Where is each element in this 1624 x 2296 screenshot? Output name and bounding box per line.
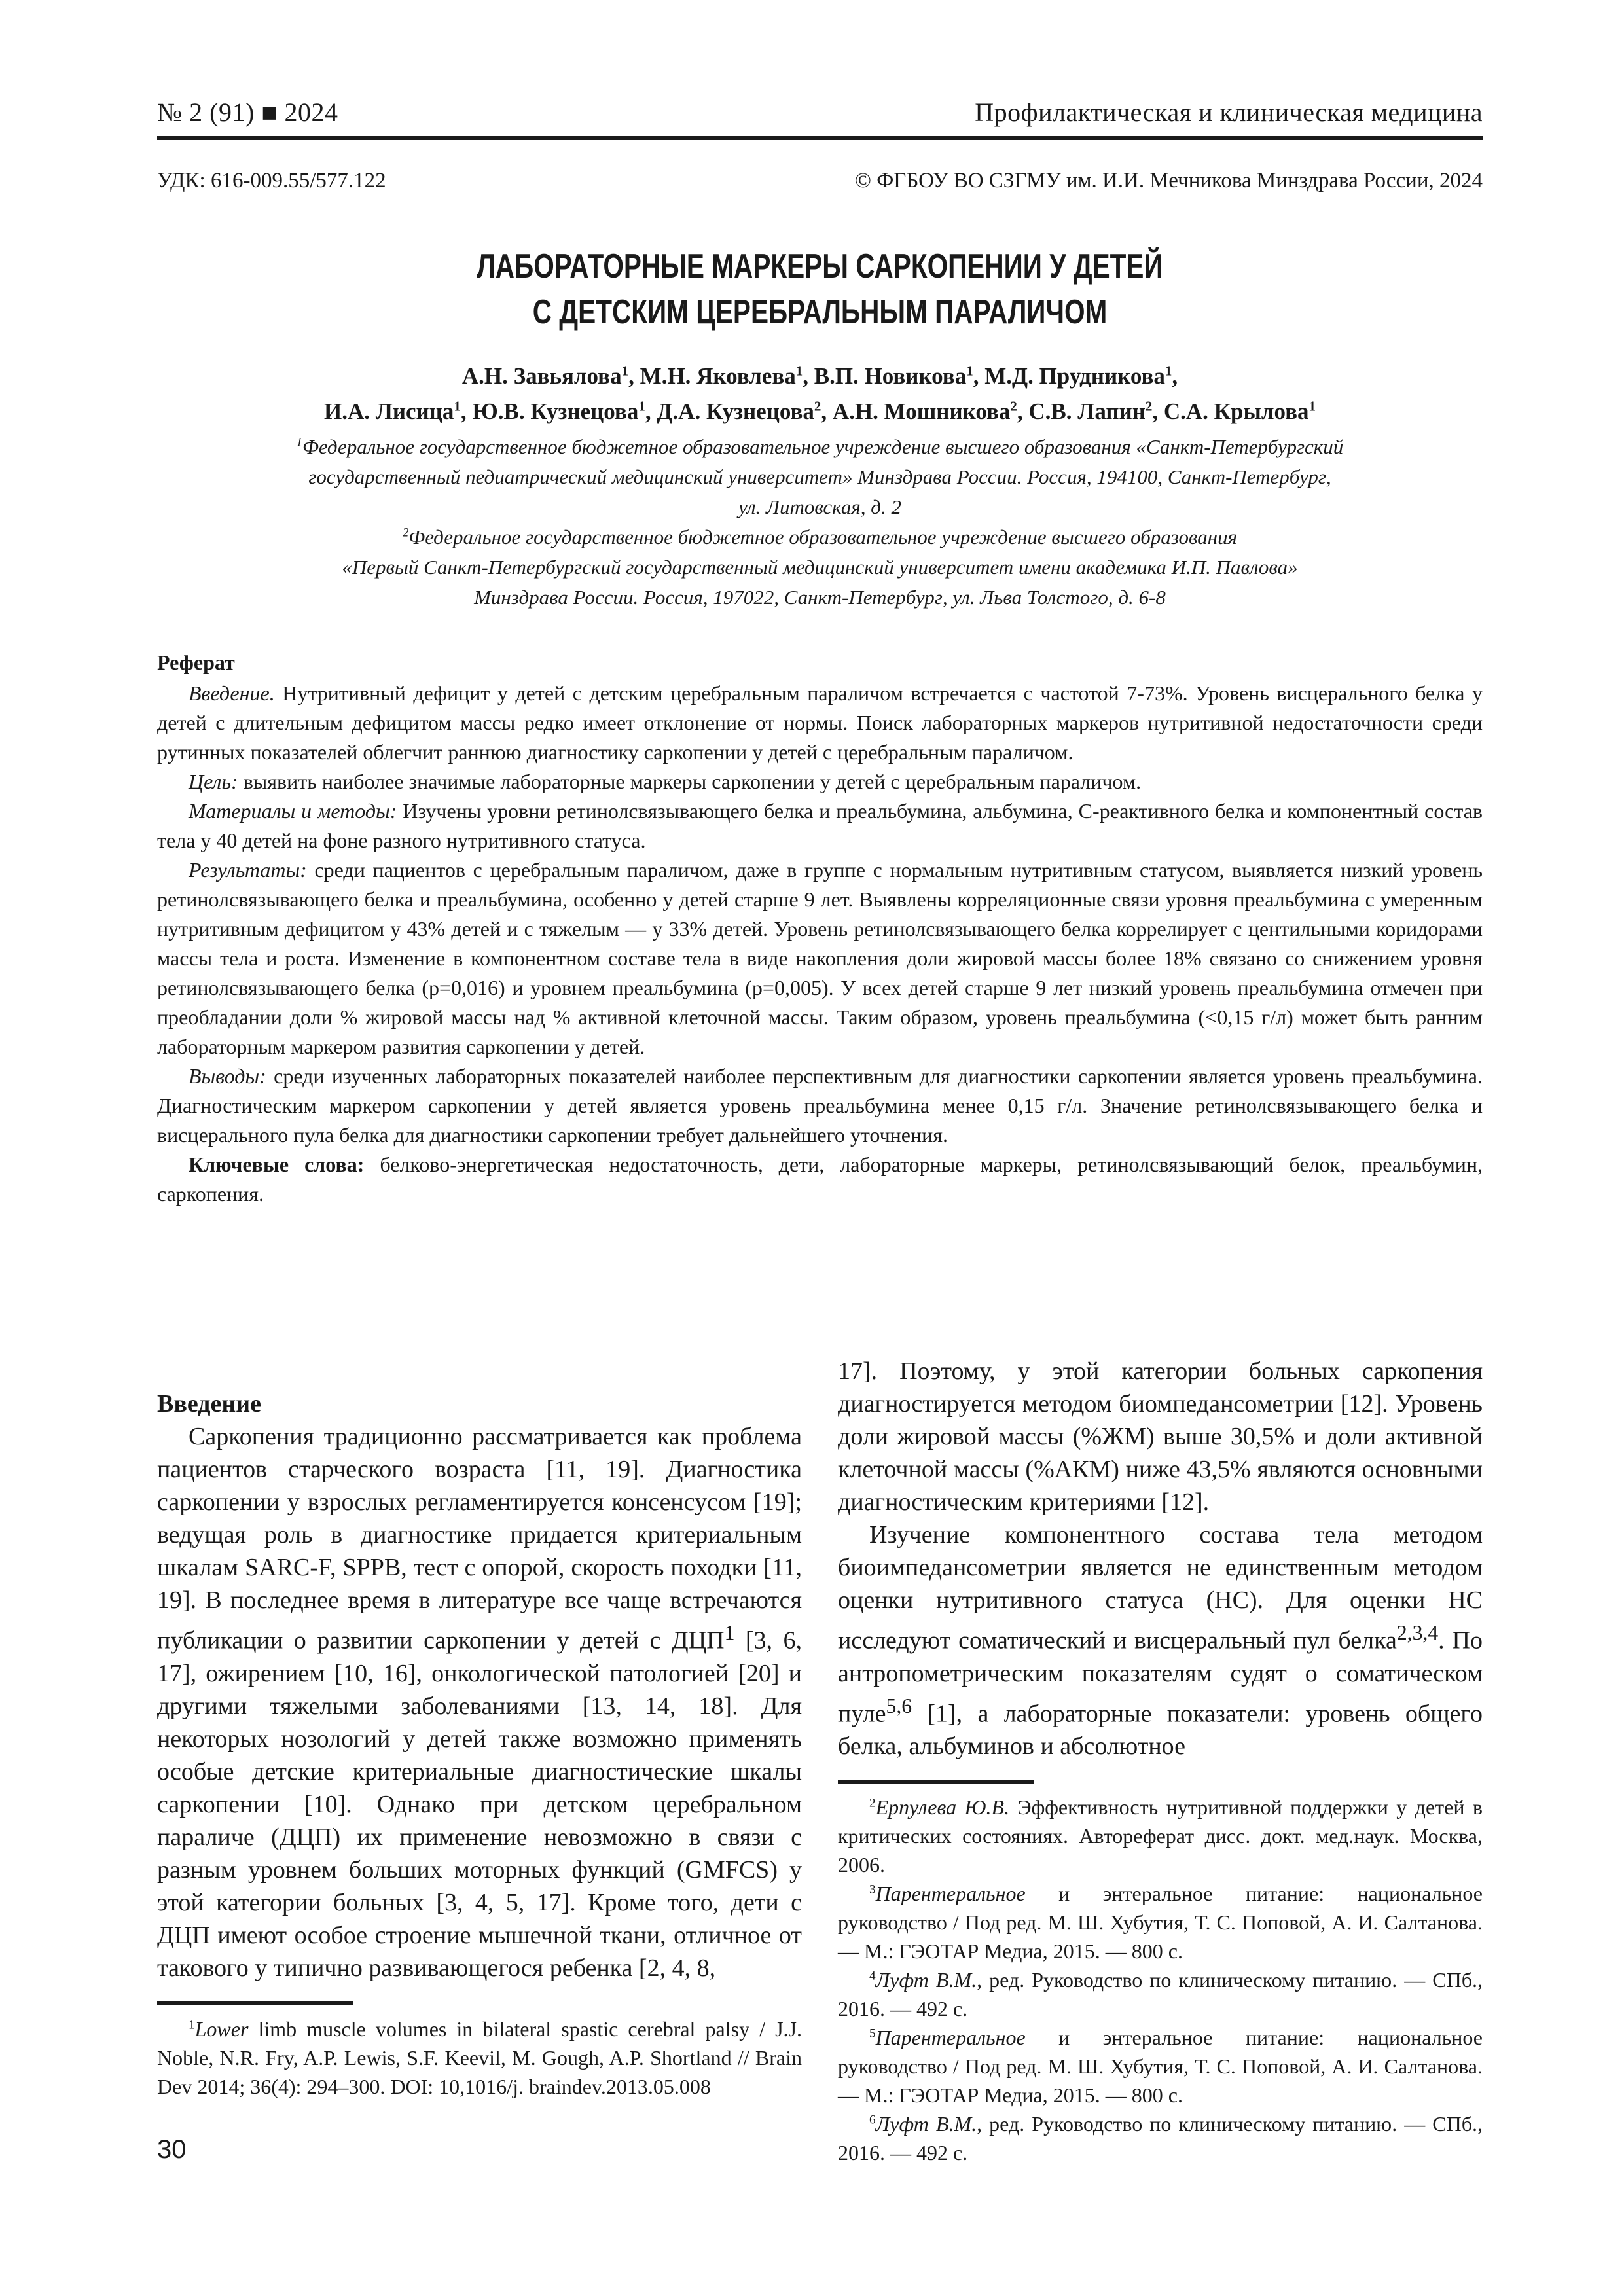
abstract-results: Результаты: среди пациентов с церебральным параличом, даже в группе с нормальным нутритивным статусом, выявляется низкий уровень ретинолсвязывающего белка и преальбумина, особенно у детей старше 9 лет. Выявлены корреляционные связи уровня преальбумина с умеренным нутритивным дефицитом у 43% детей и с тяжелым — у 33% детей. Уровень ретинолсвязывающего белка коррелирует с центильными коридорами массы тела и роста. Изменение в компонентном составе тела в виде накопления доли жировой массы более 18% связано со снижением уровня ретинолсвязывающего белка (p=0,016) и уровнем преальбумина (p=0,005). У всех детей старше 9 лет низкий уровень преальбумина отмечен при преобладании доли % жировой массы над % активной клеточной массы. Таким образом, уровень преальбумина (<0,15 г/л) может быть ранним лабораторным маркером развития саркопении у детей. — [157, 858, 1483, 1058]
body-paragraph: Изучение компонентного состава тела методом биоимпедансометрии является не единственным методом оценки нутритивного статуса (НС). Для оценки НС исследуют соматический и висцеральный пул белка$^{2,3,4}$. По антропометрическим показателям судят о соматическом пуле$^{5,6}$ [1], а лабораторные показатели: уровень общего белка, альбуминов и абсолютное — [838, 1521, 1483, 1761]
footnote-1: $^1$Lower limb muscle volumes in bilateral spastic cerebral palsy / J.J. Noble, N.R. Fry, A.P. Lewis, S.F. Keevil, M. Gough, A.P. Shortland // Brain Dev 2014; 36(4): 294–300. DOI: 10,1016/j. braindev.2013.05.008 — [157, 2017, 802, 2098]
copyright: © ФГБОУ ВО СЗГМУ им. И.И. Мечникова Минздрава России, 2024 — [854, 169, 1483, 192]
journal-name: Профилактическая и клиническая медицина — [975, 98, 1483, 127]
author: И.А. Лисица$^1$ — [323, 398, 461, 424]
body-paragraph: Саркопения традиционно рассматривается как проблема пациентов старческого возраста [11, 19]. Диагностика саркопении у взрослых регламентируется консенсусом [19]; ведущая роль в диагностике придается критериальным шкалам SARC-F, SPPB, тест с опорой, скорость походки [11, 19]. В последнее время в литературе все чаще встречаются публикации о развитии саркопении у детей с ДЦП$^1$ [3, 6, 17], ожирением [10, 16], онкологической патологией [20] и другими тяжелыми заболеваниями [13, 14, 18]. Для некоторых нозологий у детей также возможно применять особые детские критериальные диагностические шкалы саркопении [10]. Однако при детском церебральном параличе (ДЦП) их применение невозможно в связи с разным уровнем больших моторных функций (GMFCS) у этой категории больных [3, 4, 5, 17]. Кроме того, дети с ДЦП имеют особое строение мышечной ткани, отличное от такового у типично развивающегося ребенка [2, 4, 8, — [157, 1423, 803, 1982]
footnote-3: $^3$Парентеральное и энтеральное питание: национальное руководство / Под ред. М. Ш. Хубутия, Т. С. Поповой, А. И. Салтанова. — М.: ГЭОТАР Медиа, 2015. — 800 с. — [838, 1882, 1483, 1964]
affiliation-1: $^1$Федеральное государственное бюджетное образовательное учреждение высшего образования «Санкт-Петербургский государственный педиатрический медицинский университет» Минздрава России. Россия, 194100, Санкт-Петербург, ул. Литовская, д. 2 — [296, 435, 1344, 518]
udk-code: УДК: 616-009.55/577.122 — [157, 169, 386, 192]
footnote-5: $^5$Парентеральное и энтеральное питание: национальное руководство / Под ред. М. Ш. Хубутия, Т. С. Поповой, А. И. Салтанова. — М.: ГЭОТАР Медиа, 2015. — 800 с. — [838, 2026, 1483, 2108]
title-line-1: ЛАБОРАТОРНЫЕ МАРКЕРЫ САРКОПЕНИИ У ДЕТЕЙ — [477, 247, 1163, 285]
running-head — [157, 97, 1483, 128]
author: С.В. Лапин$^2$ — [1028, 398, 1153, 424]
author: М.Н. Яковлева$^1$ — [640, 363, 803, 389]
author: А.Н. Завьялова$^1$ — [461, 363, 629, 389]
header-rule — [157, 136, 1483, 140]
authors-line-2: И.А. Лисица$^1$, Ю.В. Кузнецова$^1$, Д.А. Кузнецова$^2$, А.Н. Мошникова$^2$, С.В. Лапин$^2$, С.А. Крылова$^1$ — [323, 398, 1316, 424]
affiliations — [157, 432, 1483, 613]
author-list — [157, 359, 1483, 429]
issue-info: № 2 (91) ■ 2024 — [157, 98, 338, 127]
author: Д.А. Кузнецова$^2$ — [657, 398, 821, 424]
abstract-aim: Цель: выявить наиболее значимые лабораторные маркеры саркопении у детей с церебральным параличом. — [189, 770, 1142, 793]
authors-line-1: А.Н. Завьялова$^1$, М.Н. Яковлева$^1$, В.П. Новикова$^1$, М.Д. Прудникова$^1$, — [461, 363, 1178, 389]
footnote-6: $^6$Луфт В.М., ред. Руководство по клиническому питанию. — СПб., 2016. — 492 с. — [838, 2112, 1483, 2165]
keywords: Ключевые слова: белково-энергетическая недостаточность, дети, лабораторные маркеры, ретинолсвязывающий белок, преальбумин, саркопения. — [157, 1153, 1483, 1206]
abstract-conclusions: Выводы: среди изученных лабораторных показателей наиболее перспективным для диагностики саркопении является уровень преальбумина. Диагностическим маркером саркопении у детей является уровень преальбумина менее 0,15 г/л. Значение ретинолсвязывающего белка и висцерального пула белка для диагностики саркопении требует дальнейшего уточнения. — [157, 1064, 1483, 1147]
title-line-2: С ДЕТСКИМ ЦЕРЕБРАЛЬНЫМ ПАРАЛИЧОМ — [532, 293, 1108, 331]
meta-line — [157, 169, 1483, 193]
author: А.Н. Мошникова$^2$ — [832, 398, 1017, 424]
section-title-introduction: Введение — [157, 1390, 261, 1418]
footnote-4: $^4$Луфт В.М., ред. Руководство по клиническому питанию. — СПб., 2016. — 492 с. — [838, 1968, 1483, 2021]
footnote-rule — [838, 1780, 1034, 1784]
abstract-introduction: Введение. Нутритивный дефицит у детей с детским церебральным параличом встречается с частотой 7-73%. Уровень висцерального белка у детей с длительным дефицитом массы редко имеет отклонение от нормы. Поиск лабораторных маркеров нутритивной недостаточности среди рутинных показателей облегчит раннюю диагностику саркопении у детей с церебральным параличом. — [157, 681, 1483, 764]
abstract — [157, 648, 1483, 1209]
page-number: 30 — [157, 2135, 187, 2164]
author: Ю.В. Кузнецова$^1$ — [472, 398, 645, 424]
left-column — [157, 1368, 802, 2101]
footnote-rule — [157, 2001, 353, 2005]
article-title — [303, 243, 1337, 335]
author: В.П. Новикова$^1$ — [814, 363, 973, 389]
body-paragraph: 17]. Поэтому, у этой категории больных саркопения диагностируется методом биомпедансометрии [12]. Уровень доли жировой массы (%ЖМ) выше 30,5% и доли активной клеточной массы (%АКМ) ниже 43,5% являются основными диагностическим критериями [12]. — [838, 1357, 1483, 1516]
abstract-heading: Реферат — [157, 651, 235, 674]
abstract-methods: Материалы и методы: Изучены уровни ретинолсвязывающего белка и преальбумина, альбумина, С-реактивного белка и компонентный состав тела у 40 детей на фоне разного нутритивного статуса. — [157, 799, 1483, 852]
affiliation-2: $^2$Федеральное государственное бюджетное образовательное учреждение высшего образования «Первый Санкт-Петербургский государственный медицинский университет имени академика И.П. Павлова» Минздрава России. Россия, 197022, Санкт-Петербург, ул. Льва Толстого, д. 6-8 — [342, 526, 1298, 609]
footnote-2: $^2$Ерпулева Ю.В. Эффективность нутритивной поддержки у детей в критических состояниях. Автореферат дисс. докт. мед.наук. Москва, 2006. — [838, 1795, 1483, 1877]
author: М.Д. Прудникова$^1$ — [984, 363, 1172, 389]
right-column — [838, 1355, 1483, 2167]
author: С.А. Крылова$^1$ — [1163, 398, 1316, 424]
